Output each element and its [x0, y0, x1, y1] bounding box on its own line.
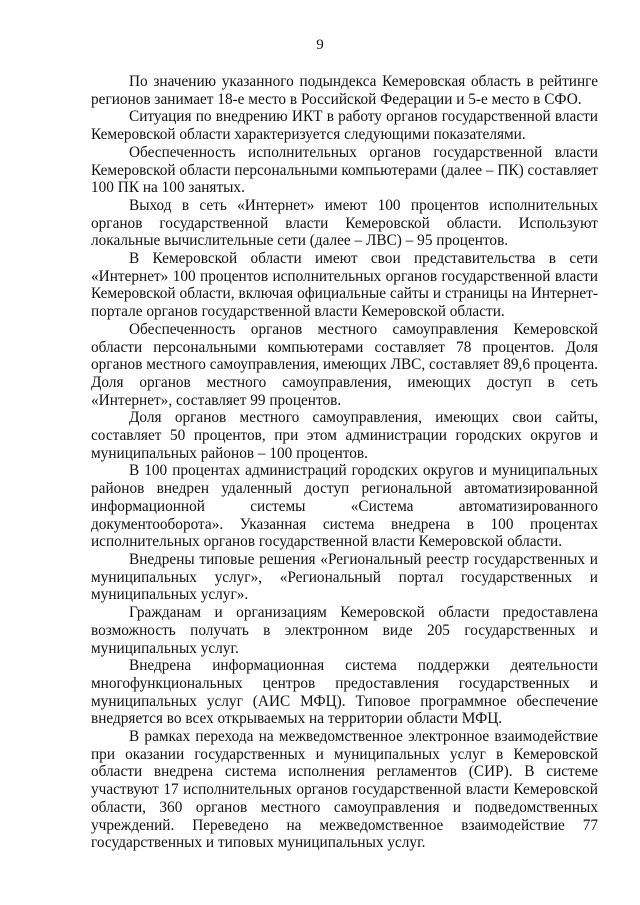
paragraph: Внедрена информационная система поддержки деятельности многофункциональных центров предоставления государственных и муниципальных услуг (АИС МФЦ). Типовое программное обеспечение внедряется во всех открываемых на территории области МФЦ. [91, 657, 598, 728]
paragraph: Гражданам и организациям Кемеровской области предоставлена возможность получать в электронном виде 205 государственных и муниципальных услуг. [91, 604, 598, 657]
paragraph: Обеспеченность исполнительных органов государственной власти Кемеровской области персональными компьютерами (далее – ПК) составляет 100 ПК на 100 занятых. [91, 143, 598, 197]
paragraph: В Кемеровской области имеют свои представительства в сети «Интернет» 100 процентов исполнительных органов государственной власти Кемеровской области, включая официальные сайты и страницы на Интернет-портале органов государственной власти Кемеровской области. [91, 250, 598, 321]
paragraph: Внедрены типовые решения «Региональный реестр государственных и муниципальных услуг», «Региональный портал государственных и муниципальных услуг». [91, 550, 598, 604]
page-number: 9 [316, 37, 324, 53]
paragraph: Ситуация по внедрению ИКТ в работу органов государственной власти Кемеровской области характеризуется следующими показателями. [91, 108, 598, 144]
paragraph: Выход в сеть «Интернет» имеют 100 процентов исполнительных органов государственной власти Кемеровской области. Используют локальные вычислительные сети (далее – ЛВС) – 95 процентов. [91, 196, 598, 250]
paragraph: В 100 процентах администраций городских округов и муниципальных районов внедрен удаленный доступ региональной автоматизированной информационной системы «Система автоматизированного документооборота». Указанная система внедрена в 100 процентах исполнительных органов государственной власти Кемеровской области. [91, 462, 598, 551]
paragraph: Обеспеченность органов местного самоуправления Кемеровской области персональными компьютерами составляет 78 процентов. Доля органов местного самоуправления, имеющих ЛВС, составляет 89,6 процента. Доля органов местного самоуправления, имеющих доступ в сеть «Интернет», составляет 99 процентов. [91, 320, 598, 409]
paragraph: Доля органов местного самоуправления, имеющих свои сайты, составляет 50 процентов, при этом администрации городских округов и муниципальных районов – 100 процентов. [91, 409, 598, 462]
paragraph: По значению указанного подындекса Кемеровская область в рейтинге регионов занимает 18-е место в Российской Федерации и 5-е место в СФО. [91, 73, 598, 108]
document-body [91, 73, 598, 852]
paragraph: В рамках перехода на межведомственное электронное взаимодействие при оказании государственных и муниципальных услуг в Кемеровской области внедрена система исполнения регламентов (СИР). В системе участвуют 17 исполнительных органов государственной власти Кемеровской области, 360 органов местного самоуправления и подведомственных учреждений. Переведено на межведомственное взаимодействие 77 государственных и типовых муниципальных услуг. [91, 728, 598, 852]
